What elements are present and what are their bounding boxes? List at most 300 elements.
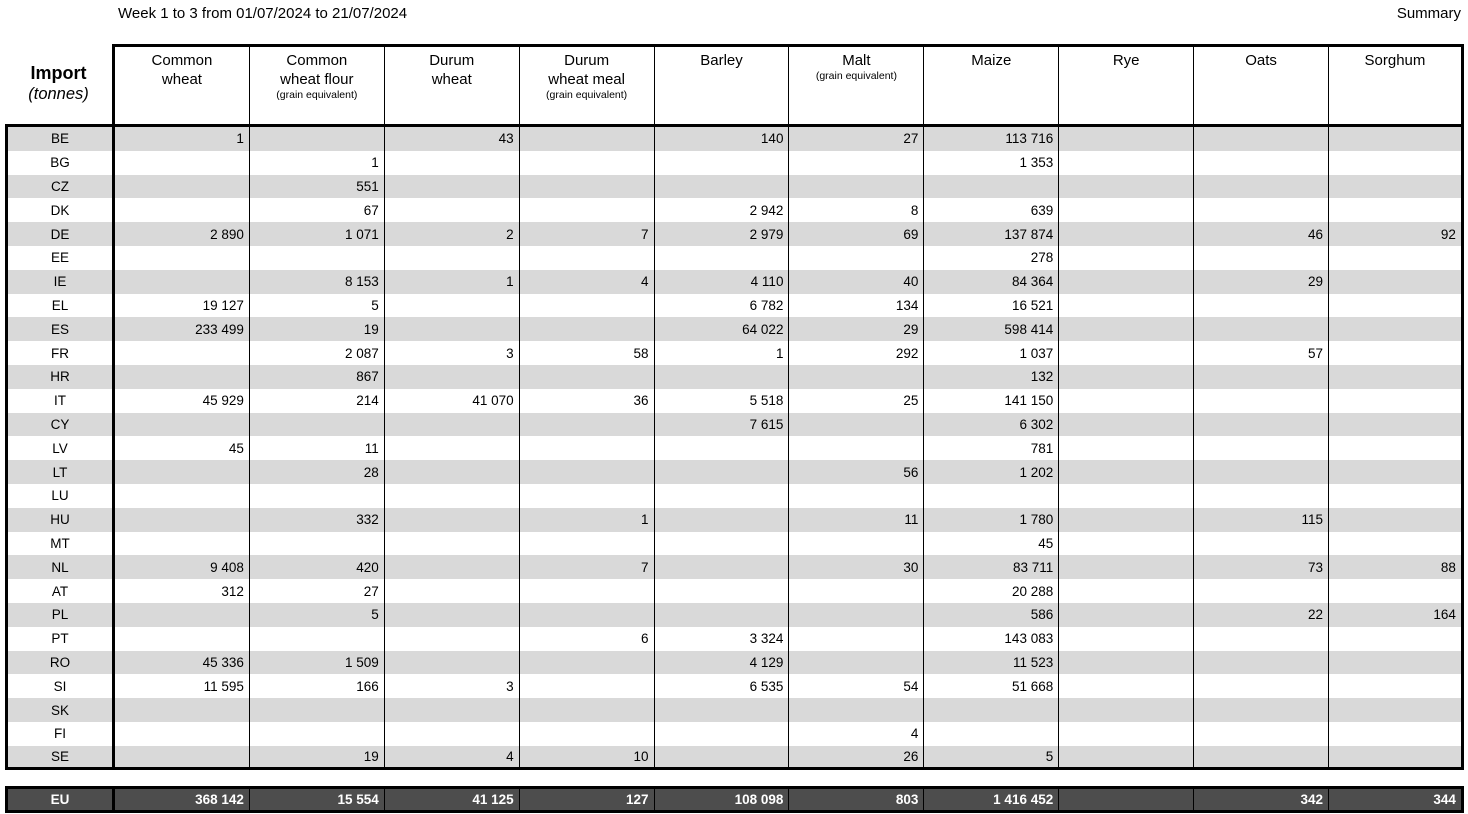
value-cell: 57 <box>1194 341 1329 365</box>
eu-total-row <box>5 786 1464 813</box>
country-code-lv: LV <box>5 436 115 460</box>
value-cell <box>520 484 655 508</box>
value-cell <box>1059 746 1194 770</box>
column-header-subnote: (grain equivalent) <box>815 70 897 82</box>
value-cell: 27 <box>789 127 924 151</box>
value-cell <box>1059 175 1194 199</box>
value-cell <box>789 484 924 508</box>
value-cell <box>1059 365 1194 389</box>
value-cell <box>115 508 250 532</box>
country-code-sk: SK <box>5 698 115 722</box>
value-cell: 6 302 <box>924 413 1059 437</box>
value-cell: 11 595 <box>115 674 250 698</box>
value-cell <box>655 175 790 199</box>
value-cell <box>1059 222 1194 246</box>
column-header-common-wheat-flour <box>250 44 385 127</box>
value-cell: 143 083 <box>924 627 1059 651</box>
import-table <box>5 44 1464 770</box>
country-code-hr: HR <box>5 365 115 389</box>
column-header-label: wheat <box>431 71 472 88</box>
value-cell <box>1329 246 1464 270</box>
value-cell <box>250 698 385 722</box>
column-header-label: Malt <box>842 52 871 69</box>
value-cell <box>655 746 790 770</box>
value-cell: 6 535 <box>655 674 790 698</box>
value-cell <box>1194 175 1329 199</box>
value-cell: 134 <box>789 294 924 318</box>
value-cell <box>1329 627 1464 651</box>
value-cell: 4 129 <box>655 651 790 675</box>
value-cell <box>385 317 520 341</box>
value-cell: 10 <box>520 746 655 770</box>
column-header-malt <box>789 44 924 127</box>
column-header-label: Barley <box>700 52 743 69</box>
value-cell: 46 <box>1194 222 1329 246</box>
value-cell <box>1194 365 1329 389</box>
value-cell: 2 979 <box>655 222 790 246</box>
value-cell <box>1194 674 1329 698</box>
value-cell: 6 782 <box>655 294 790 318</box>
value-cell <box>1059 627 1194 651</box>
column-header-label: wheat meal <box>548 71 625 88</box>
value-cell: 132 <box>924 365 1059 389</box>
value-cell: 1 071 <box>250 222 385 246</box>
value-cell: 67 <box>250 198 385 222</box>
value-cell: 233 499 <box>115 317 250 341</box>
column-header-durum-wheat <box>385 44 520 127</box>
value-cell: 11 <box>250 436 385 460</box>
country-code-es: ES <box>5 317 115 341</box>
value-cell: 58 <box>520 341 655 365</box>
value-cell <box>655 436 790 460</box>
value-cell: 1 509 <box>250 651 385 675</box>
value-cell: 28 <box>250 460 385 484</box>
value-cell <box>385 294 520 318</box>
country-code-fi: FI <box>5 722 115 746</box>
value-cell: 1 <box>250 151 385 175</box>
value-cell <box>1194 127 1329 151</box>
value-cell <box>655 603 790 627</box>
eu-total-cell: 41 125 <box>385 786 520 813</box>
country-code-at: AT <box>5 579 115 603</box>
value-cell: 84 364 <box>924 270 1059 294</box>
value-cell: 56 <box>789 460 924 484</box>
column-header-common-wheat <box>115 44 250 127</box>
value-cell <box>115 460 250 484</box>
value-cell <box>1194 198 1329 222</box>
value-cell <box>1059 603 1194 627</box>
value-cell <box>115 198 250 222</box>
value-cell <box>385 246 520 270</box>
corner-import-label <box>5 44 115 127</box>
value-cell: 4 110 <box>655 270 790 294</box>
country-code-el: EL <box>5 294 115 318</box>
value-cell <box>789 175 924 199</box>
column-header-sorghum <box>1329 44 1464 127</box>
column-header-label: Rye <box>1112 52 1140 69</box>
column-header-subnote: (grain equivalent) <box>276 89 358 101</box>
value-cell <box>250 484 385 508</box>
column-header-label: Durum <box>564 52 610 69</box>
value-cell: 88 <box>1329 555 1464 579</box>
value-cell <box>1059 651 1194 675</box>
value-cell <box>385 651 520 675</box>
value-cell <box>1329 317 1464 341</box>
value-cell <box>115 413 250 437</box>
column-header-label: Oats <box>1245 52 1277 69</box>
value-cell <box>1059 436 1194 460</box>
country-code-bg: BG <box>5 151 115 175</box>
value-cell: 11 523 <box>924 651 1059 675</box>
value-cell <box>1059 198 1194 222</box>
value-cell <box>115 365 250 389</box>
value-cell <box>1194 746 1329 770</box>
value-cell <box>1329 579 1464 603</box>
value-cell: 2 <box>385 222 520 246</box>
value-cell <box>250 722 385 746</box>
value-cell: 19 <box>250 746 385 770</box>
value-cell: 5 518 <box>655 389 790 413</box>
value-cell: 4 <box>789 722 924 746</box>
value-cell: 8 153 <box>250 270 385 294</box>
value-cell: 1 037 <box>924 341 1059 365</box>
value-cell <box>1059 413 1194 437</box>
value-cell <box>520 127 655 151</box>
value-cell: 1 <box>520 508 655 532</box>
value-cell <box>1059 555 1194 579</box>
value-cell <box>789 246 924 270</box>
value-cell: 332 <box>250 508 385 532</box>
value-cell: 164 <box>1329 603 1464 627</box>
eu-total-cell: 15 554 <box>250 786 385 813</box>
country-code-se: SE <box>5 746 115 770</box>
value-cell <box>655 508 790 532</box>
value-cell <box>1329 413 1464 437</box>
value-cell <box>385 198 520 222</box>
value-cell <box>520 175 655 199</box>
value-cell <box>520 698 655 722</box>
country-code-fr: FR <box>5 341 115 365</box>
eu-total-cell: 1 416 452 <box>924 786 1059 813</box>
value-cell <box>520 294 655 318</box>
value-cell: 29 <box>789 317 924 341</box>
value-cell <box>655 365 790 389</box>
value-cell <box>1194 627 1329 651</box>
value-cell: 781 <box>924 436 1059 460</box>
value-cell <box>1329 674 1464 698</box>
value-cell: 7 <box>520 555 655 579</box>
value-cell <box>1329 389 1464 413</box>
value-cell <box>115 246 250 270</box>
column-header-barley <box>655 44 790 127</box>
value-cell <box>789 651 924 675</box>
value-cell <box>520 436 655 460</box>
value-cell <box>924 698 1059 722</box>
eu-total-cell: 108 098 <box>655 786 790 813</box>
eu-total-cell: 368 142 <box>115 786 250 813</box>
value-cell <box>1329 365 1464 389</box>
value-cell <box>1329 746 1464 770</box>
value-cell <box>250 627 385 651</box>
value-cell <box>520 365 655 389</box>
value-cell <box>385 532 520 556</box>
value-cell <box>655 460 790 484</box>
value-cell <box>789 365 924 389</box>
value-cell <box>1059 508 1194 532</box>
value-cell <box>1194 246 1329 270</box>
value-cell <box>655 698 790 722</box>
value-cell: 1 780 <box>924 508 1059 532</box>
country-code-cz: CZ <box>5 175 115 199</box>
value-cell: 20 288 <box>924 579 1059 603</box>
value-cell <box>655 722 790 746</box>
value-cell <box>520 651 655 675</box>
value-cell <box>1329 436 1464 460</box>
value-cell <box>1059 722 1194 746</box>
value-cell: 7 615 <box>655 413 790 437</box>
value-cell <box>1194 413 1329 437</box>
value-cell: 45 336 <box>115 651 250 675</box>
value-cell <box>520 151 655 175</box>
value-cell <box>115 175 250 199</box>
column-header-label: Common <box>151 52 213 69</box>
country-code-pl: PL <box>5 603 115 627</box>
value-cell: 420 <box>250 555 385 579</box>
value-cell <box>789 627 924 651</box>
value-cell <box>655 555 790 579</box>
value-cell: 3 <box>385 341 520 365</box>
value-cell: 19 127 <box>115 294 250 318</box>
value-cell: 2 890 <box>115 222 250 246</box>
value-cell: 4 <box>520 270 655 294</box>
value-cell <box>250 246 385 270</box>
value-cell: 598 414 <box>924 317 1059 341</box>
value-cell <box>385 579 520 603</box>
value-cell <box>1329 294 1464 318</box>
value-cell <box>1059 270 1194 294</box>
country-code-cy: CY <box>5 413 115 437</box>
value-cell <box>1329 722 1464 746</box>
value-cell <box>385 603 520 627</box>
value-cell <box>1194 436 1329 460</box>
value-cell: 639 <box>924 198 1059 222</box>
value-cell: 45 <box>924 532 1059 556</box>
value-cell <box>1329 151 1464 175</box>
value-cell <box>789 603 924 627</box>
eu-total-cell: 342 <box>1194 786 1329 813</box>
value-cell <box>1194 484 1329 508</box>
column-header-subnote: (grain equivalent) <box>546 89 628 101</box>
value-cell <box>250 532 385 556</box>
value-cell <box>1329 270 1464 294</box>
value-cell <box>1059 532 1194 556</box>
value-cell <box>115 151 250 175</box>
country-code-lt: LT <box>5 460 115 484</box>
value-cell <box>385 508 520 532</box>
value-cell: 2 942 <box>655 198 790 222</box>
value-cell <box>1059 579 1194 603</box>
value-cell <box>385 484 520 508</box>
value-cell: 292 <box>789 341 924 365</box>
value-cell: 26 <box>789 746 924 770</box>
value-cell: 141 150 <box>924 389 1059 413</box>
column-header-oats <box>1194 44 1329 127</box>
value-cell: 867 <box>250 365 385 389</box>
value-cell: 9 408 <box>115 555 250 579</box>
value-cell: 69 <box>789 222 924 246</box>
column-header-label: wheat <box>161 71 202 88</box>
column-header-rye <box>1059 44 1194 127</box>
value-cell <box>655 532 790 556</box>
value-cell <box>385 175 520 199</box>
value-cell <box>1194 579 1329 603</box>
value-cell: 137 874 <box>924 222 1059 246</box>
value-cell: 45 929 <box>115 389 250 413</box>
value-cell: 5 <box>924 746 1059 770</box>
value-cell: 7 <box>520 222 655 246</box>
value-cell <box>789 436 924 460</box>
country-code-si: SI <box>5 674 115 698</box>
value-cell: 1 <box>115 127 250 151</box>
value-cell: 3 324 <box>655 627 790 651</box>
value-cell <box>1194 294 1329 318</box>
value-cell <box>520 198 655 222</box>
value-cell: 5 <box>250 294 385 318</box>
value-cell: 115 <box>1194 508 1329 532</box>
value-cell <box>520 413 655 437</box>
value-cell <box>1329 175 1464 199</box>
country-code-be: BE <box>5 127 115 151</box>
value-cell: 64 022 <box>655 317 790 341</box>
value-cell <box>1329 508 1464 532</box>
value-cell: 1 <box>655 341 790 365</box>
value-cell <box>1194 651 1329 675</box>
value-cell: 45 <box>115 436 250 460</box>
country-code-pt: PT <box>5 627 115 651</box>
value-cell <box>1194 532 1329 556</box>
value-cell <box>1194 389 1329 413</box>
value-cell <box>520 579 655 603</box>
country-code-dk: DK <box>5 198 115 222</box>
value-cell <box>1194 151 1329 175</box>
value-cell <box>385 698 520 722</box>
eu-total-cell <box>1059 786 1194 813</box>
eu-total-cell: 803 <box>789 786 924 813</box>
country-code-ro: RO <box>5 651 115 675</box>
column-header-label: Sorghum <box>1364 52 1426 69</box>
value-cell <box>1329 698 1464 722</box>
import-title: Import <box>30 63 87 83</box>
value-cell <box>789 413 924 437</box>
value-cell: 6 <box>520 627 655 651</box>
value-cell: 40 <box>789 270 924 294</box>
value-cell <box>250 127 385 151</box>
value-cell <box>924 722 1059 746</box>
value-cell <box>385 627 520 651</box>
value-cell <box>1059 151 1194 175</box>
value-cell <box>1329 651 1464 675</box>
value-cell: 1 353 <box>924 151 1059 175</box>
value-cell <box>789 151 924 175</box>
value-cell <box>1059 246 1194 270</box>
value-cell <box>385 460 520 484</box>
value-cell <box>1059 484 1194 508</box>
country-code-nl: NL <box>5 555 115 579</box>
value-cell: 11 <box>789 508 924 532</box>
value-cell: 278 <box>924 246 1059 270</box>
value-cell <box>1329 484 1464 508</box>
value-cell <box>1329 198 1464 222</box>
column-header-maize <box>924 44 1059 127</box>
value-cell <box>115 341 250 365</box>
value-cell <box>1059 698 1194 722</box>
eu-total-cell: 344 <box>1329 786 1464 813</box>
report-title: Week 1 to 3 from 01/07/2024 to 21/07/2024 <box>118 5 408 22</box>
value-cell: 27 <box>250 579 385 603</box>
value-cell <box>385 365 520 389</box>
value-cell <box>115 603 250 627</box>
value-cell: 22 <box>1194 603 1329 627</box>
value-cell: 113 716 <box>924 127 1059 151</box>
value-cell <box>789 698 924 722</box>
value-cell <box>655 579 790 603</box>
value-cell <box>1059 294 1194 318</box>
value-cell: 41 070 <box>385 389 520 413</box>
eu-label: EU <box>5 786 115 813</box>
value-cell <box>1329 127 1464 151</box>
value-cell: 312 <box>115 579 250 603</box>
summary-label: Summary <box>1396 5 1461 22</box>
value-cell <box>115 270 250 294</box>
value-cell: 586 <box>924 603 1059 627</box>
value-cell: 214 <box>250 389 385 413</box>
value-cell <box>115 532 250 556</box>
value-cell: 36 <box>520 389 655 413</box>
value-cell <box>520 317 655 341</box>
value-cell <box>385 722 520 746</box>
value-cell <box>1194 460 1329 484</box>
column-header-durum-wheat-meal <box>520 44 655 127</box>
value-cell: 8 <box>789 198 924 222</box>
country-code-hu: HU <box>5 508 115 532</box>
value-cell: 1 <box>385 270 520 294</box>
value-cell <box>115 722 250 746</box>
value-cell <box>115 627 250 651</box>
value-cell <box>385 436 520 460</box>
country-code-ie: IE <box>5 270 115 294</box>
value-cell: 2 087 <box>250 341 385 365</box>
country-code-lu: LU <box>5 484 115 508</box>
country-code-ee: EE <box>5 246 115 270</box>
value-cell: 3 <box>385 674 520 698</box>
value-cell: 43 <box>385 127 520 151</box>
eu-total-cell: 127 <box>520 786 655 813</box>
country-code-mt: MT <box>5 532 115 556</box>
column-header-label: Durum <box>429 52 475 69</box>
value-cell: 25 <box>789 389 924 413</box>
country-code-de: DE <box>5 222 115 246</box>
column-header-label: Maize <box>971 52 1012 69</box>
value-cell <box>250 413 385 437</box>
value-cell <box>1059 127 1194 151</box>
value-cell: 166 <box>250 674 385 698</box>
value-cell: 1 202 <box>924 460 1059 484</box>
value-cell <box>789 532 924 556</box>
value-cell <box>520 246 655 270</box>
value-cell <box>1194 722 1329 746</box>
value-cell: 73 <box>1194 555 1329 579</box>
value-cell: 19 <box>250 317 385 341</box>
